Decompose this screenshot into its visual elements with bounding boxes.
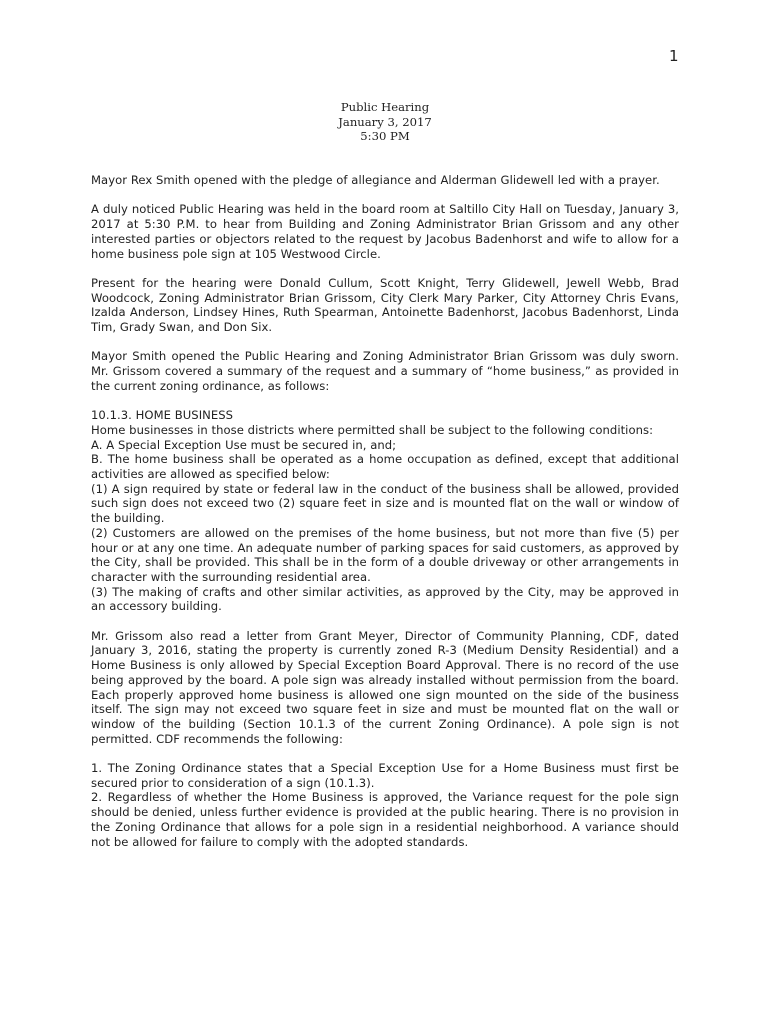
- paragraph-text: Mr. Grissom also read a letter from Grant Meyer, Director of Community Planning, CDF, dated January 3, 2016, stating the property is currently zoned R-3 (Medium Density Residential) and a Home Business is only allowed by Special Exception Board Approval. There is no record of the use being approved by the board. A pole sign was already installed without permission from the board. Each properly approved home business is allowed one sign mounted on the side of the business itself. The sign may not exceed two square feet in size and must be mounted flat on the wall or window of the building (Section 10.1.3 of the current Zoning Ordinance). A pole sign is not permitted. CDF recommends the following:: [91, 628, 679, 746]
- paragraph-letter: [91, 629, 679, 747]
- hearing-header: [280, 100, 490, 144]
- header-date: January 3, 2017: [338, 114, 432, 129]
- page-number: 1: [669, 47, 679, 65]
- ordinance-heading: 10.1.3. HOME BUSINESS: [91, 408, 234, 423]
- paragraph-ordinance: [91, 408, 679, 614]
- recommendation-2: 2. Regardless of whether the Home Business is approved, the Variance request for the pole sign should be denied, unless further evidence is provided at the public hearing. There is no provision in the Zoning Ordinance that allows for a pole sign in a residential neighborhood. A variance should not be allowed for failure to comply with the adopted standards.: [91, 790, 679, 849]
- paragraph-text: Mayor Rex Smith opened with the pledge of allegiance and Alderman Glidewell led with a prayer.: [91, 173, 660, 187]
- ordinance-item-3: (3) The making of crafts and other similar activities, as approved by the City, may be approved in an accessory building.: [91, 584, 679, 614]
- paragraph-attendance: [91, 276, 679, 335]
- ordinance-item-1: (1) A sign required by state or federal law in the conduct of the business shall be allowed, provided such sign does not exceed two (2) square feet in size and is mounted flat on the wall or window of the building.: [91, 481, 679, 526]
- header-time: 5:30 PM: [360, 129, 410, 144]
- paragraph-opening: [91, 173, 679, 188]
- paragraph-recommendations: [91, 761, 679, 849]
- ordinance-item-a: A. A Special Exception Use must be secured in, and;: [91, 437, 397, 452]
- recommendation-1: 1. The Zoning Ordinance states that a Special Exception Use for a Home Business must first be secured prior to consideration of a sign (10.1.3).: [91, 761, 679, 790]
- ordinance-item-b: B. The home business shall be operated as a home occupation as defined, except that additional activities are allowed as specified below:: [91, 452, 679, 481]
- ordinance-text: Home businesses in those districts where permitted shall be subject to the following conditions:: [91, 422, 654, 437]
- paragraph-text: A duly noticed Public Hearing was held in the board room at Saltillo City Hall on Tuesday, January 3, 2017 at 5:30 P.M. to hear from Building and Zoning Administrator Brian Grissom and any other interested parties or objectors related to the request by Jacobus Badenhorst and wife to allow for a home business pole sign at 105 Westwood Circle.: [91, 202, 679, 261]
- paragraph-notice: [91, 202, 679, 261]
- paragraph-text: Present for the hearing were Donald Cullum, Scott Knight, Terry Glidewell, Jewell Webb, Brad Woodcock, Zoning Administrator Brian Grissom, City Clerk Mary Parker, City Attorney Chris Evans, Izalda Anderson, Lindsey Hines, Ruth Spearman, Antoinette Badenhorst, Jacobus Badenhorst, Linda Tim, Grady Swan, and Don Six.: [91, 275, 679, 334]
- ordinance-item-2: (2) Customers are allowed on the premises of the home business, but not more than five (5) per hour or at any one time. An adequate number of parking spaces for said customers, as approved by the City, shall be provided. This shall be in the form of a double driveway or other arrangements in character with the surrounding residential area.: [91, 525, 679, 584]
- header-title: Public Hearing: [340, 100, 430, 114]
- paragraph-text: Mayor Smith opened the Public Hearing and Zoning Administrator Brian Grissom was duly sworn. Mr. Grissom covered a summary of the request and a summary of “home business,” as provided in the current zoning ordinance, as follows:: [91, 349, 679, 393]
- paragraph-sworn: [91, 349, 679, 393]
- document-body: [91, 173, 679, 864]
